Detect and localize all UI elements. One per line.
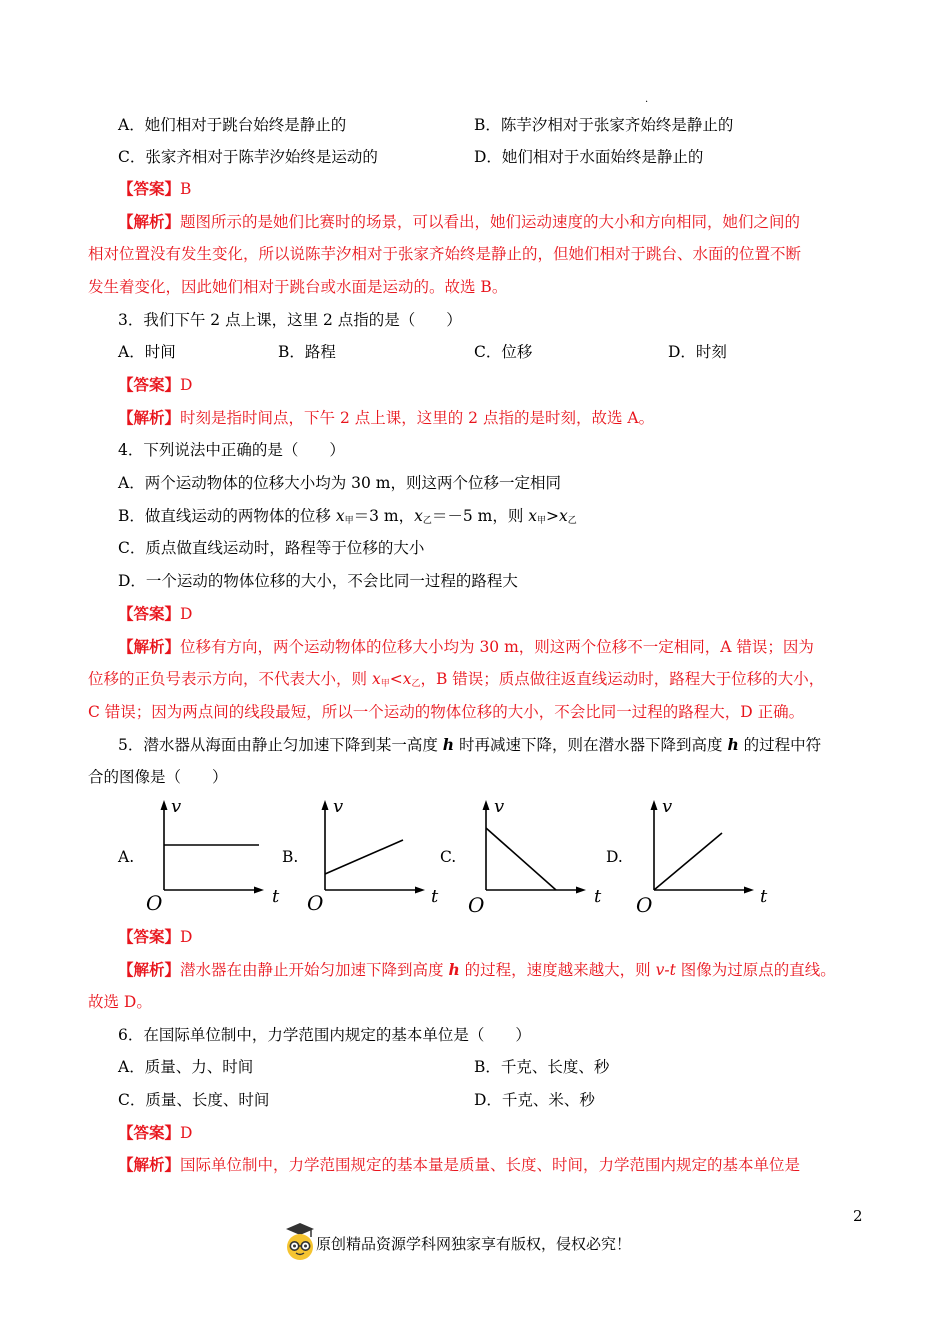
q6-answer (118, 1123, 192, 1143)
var-vt: v-t (655, 961, 676, 979)
vt-graph-b (303, 792, 448, 917)
q4-option-d: D．一个运动的物体位移的大小，不会比同一过程的路程大 (118, 572, 518, 590)
var-x: x (528, 507, 538, 525)
q4-stem: 4．下列说法中正确的是（ ） (118, 441, 345, 459)
x-axis-arrow (576, 887, 586, 894)
t-label: t (272, 886, 280, 907)
var-x: x (559, 507, 568, 525)
y-axis-arrow (161, 800, 168, 810)
analysis-label: 【解析】 (118, 960, 181, 979)
header-dot: . (645, 94, 649, 105)
t-label: t (594, 886, 602, 907)
origin-label: O (468, 893, 485, 917)
q3-option-d: D．时刻 (668, 343, 727, 361)
analysis-text: 的过程，速度越来越大，则 (459, 961, 656, 979)
page-number: 2 (853, 1207, 863, 1225)
option-text: ＝－5 m，则 (431, 507, 529, 525)
q3-analysis-line-1 (118, 408, 654, 428)
subscript: 乙 (567, 516, 577, 526)
graph-line (325, 840, 403, 874)
origin-label: O (636, 893, 653, 917)
v-label: v (333, 796, 344, 817)
q4-answer (118, 604, 192, 624)
q5-stem-line-2: 合的图像是（ ） (88, 768, 228, 786)
v-label: v (662, 796, 673, 817)
vt-graph-a (142, 792, 287, 917)
answer-label: 【答案】 (118, 1123, 181, 1142)
analysis-text: 位移的正负号表示方向，不代表大小，则 (88, 670, 372, 688)
v-label: v (171, 796, 182, 817)
subscript: 甲 (344, 516, 354, 526)
q6-analysis-line-1 (118, 1155, 800, 1175)
q5-analysis-line-1 (118, 960, 836, 980)
analysis-text: 位移有方向，两个运动物体的位移大小均为 30 m，则这两个位移不一定相同，A 错误；因为 (180, 638, 814, 656)
q5-graph-d[interactable] (632, 792, 777, 917)
q2-analysis-line-2: 相对位置没有发生变化，所以说陈芋汐相对于张家齐始终是静止的，但她们相对于跳台、水面的位置不断 (88, 245, 802, 263)
var-h: h (448, 960, 460, 979)
var-x: x (371, 670, 381, 688)
q5-graph-a-label: A. (118, 848, 135, 866)
less-than: < (389, 670, 403, 688)
greater-than: > (546, 507, 560, 525)
vt-graph-d (632, 792, 777, 917)
subscript: 乙 (422, 516, 432, 526)
analysis-text: ，B 错误；质点做往返直线运动时，路程大于位移的大小， (420, 670, 825, 688)
q3-option-c: C．位移 (474, 343, 533, 361)
y-axis-arrow (651, 800, 658, 810)
q6-option-a: A．质量、力、时间 (118, 1058, 254, 1076)
q6-option-b: B．千克、长度、秒 (474, 1058, 610, 1076)
var-x: x (414, 507, 423, 525)
q6-stem: 6．在国际单位制中，力学范围内规定的基本单位是（ ） (118, 1026, 531, 1044)
subscript: 甲 (537, 516, 547, 526)
q2-option-d: D．她们相对于水面始终是静止的 (474, 148, 704, 166)
answer-label: 【答案】 (118, 927, 181, 946)
q2-analysis-line-3: 发生着变化，因此她们相对于跳台或水面是运动的。故选 B。 (88, 278, 508, 296)
answer-value: B (180, 180, 192, 198)
q6-option-c: C．质量、长度、时间 (118, 1091, 270, 1109)
q5-graph-d-label: D. (606, 848, 623, 866)
analysis-label: 【解析】 (118, 637, 181, 656)
q3-option-a: A．时间 (118, 343, 176, 361)
stem-text: 的过程中符 (738, 736, 822, 754)
analysis-text: 时刻是指时间点，下午 2 点上课，这里的 2 点指的是时刻，故选 A。 (180, 409, 655, 427)
q5-graph-b-label: B. (282, 848, 299, 866)
origin-label: O (307, 891, 324, 915)
q5-graph-b[interactable] (303, 792, 448, 917)
var-h: h (727, 735, 739, 754)
q4-option-a: A．两个运动物体的位移大小均为 30 m，则这两个位移一定相同 (118, 474, 561, 492)
answer-label: 【答案】 (118, 179, 181, 198)
y-axis-arrow (322, 800, 329, 810)
q2-option-c: C．张家齐相对于陈芋汐始终是运动的 (118, 148, 378, 166)
q4-option-b (118, 506, 577, 531)
q5-stem-line-1 (118, 735, 821, 755)
analysis-label: 【解析】 (118, 408, 181, 427)
q5-graph-c-label: C. (440, 848, 457, 866)
q5-answer (118, 927, 192, 947)
option-text: B．做直线运动的两物体的位移 (118, 507, 336, 525)
q5-analysis-line-2: 故选 D。 (88, 993, 152, 1011)
analysis-label: 【解析】 (118, 1155, 181, 1174)
var-x: x (402, 670, 412, 688)
q2-answer (118, 179, 191, 199)
answer-label: 【答案】 (118, 375, 181, 394)
t-label: t (431, 886, 439, 907)
q5-graph-c[interactable] (464, 792, 609, 917)
graph-line (486, 828, 556, 890)
analysis-text: 潜水器在由静止开始匀加速下降到高度 (180, 961, 449, 979)
q4-option-c: C．质点做直线运动时，路程等于位移的大小 (118, 539, 425, 557)
x-axis-arrow (415, 887, 425, 894)
origin-label: O (146, 891, 163, 915)
q4-analysis-line-2 (88, 669, 824, 694)
x-axis-arrow (744, 887, 754, 894)
q3-stem: 3．我们下午 2 点上课，这里 2 点指的是（ ） (118, 311, 462, 329)
analysis-text: 题图所示的是她们比赛时的场景，可以看出，她们运动速度的大小和方向相同，她们之间的 (180, 213, 801, 231)
answer-value: D (180, 376, 193, 394)
q5-graph-a[interactable] (142, 792, 287, 917)
option-text: ＝3 m， (353, 507, 415, 525)
subscript: 乙 (411, 679, 421, 689)
q4-analysis-line-1 (118, 637, 814, 657)
graph-line (654, 833, 722, 890)
analysis-text: 图像为过原点的直线。 (675, 961, 836, 979)
answer-value: D (180, 928, 193, 946)
stem-text: 时再减速下降，则在潜水器下降到高度 (454, 736, 728, 754)
y-axis-arrow (483, 800, 490, 810)
q3-option-b: B．路程 (278, 343, 336, 361)
q6-option-d: D．千克、米、秒 (474, 1091, 595, 1109)
answer-value: D (180, 1124, 193, 1142)
q2-option-b: B．陈芋汐相对于张家齐始终是静止的 (474, 116, 734, 134)
mascot-icon (283, 1222, 317, 1262)
analysis-text: 国际单位制中，力学范围规定的基本量是质量、长度、时间，力学范围内规定的基本单位是 (180, 1156, 801, 1174)
answer-label: 【答案】 (118, 604, 181, 623)
t-label: t (760, 886, 768, 907)
var-h: h (442, 735, 455, 754)
analysis-label: 【解析】 (118, 212, 181, 231)
x-axis-arrow (254, 887, 264, 894)
subscript: 甲 (380, 679, 390, 689)
v-label: v (494, 796, 505, 817)
answer-value: D (180, 605, 193, 623)
q4-analysis-line-3: C 错误；因为两点间的线段最短，所以一个运动的物体位移的大小，不会比同一过程的路程大，D 正确。 (88, 703, 805, 721)
vt-graph-c (464, 792, 609, 917)
footer-copyright: 原创精品资源学科网独家享有版权，侵权必究！ (316, 1235, 632, 1253)
stem-text: 5．潜水器从海面由静止匀加速下降到某一高度 (118, 736, 443, 754)
q2-analysis-line-1 (118, 212, 800, 232)
q3-answer (118, 375, 192, 395)
var-x: x (335, 507, 345, 525)
q2-option-a: A．她们相对于跳台始终是静止的 (118, 116, 347, 134)
